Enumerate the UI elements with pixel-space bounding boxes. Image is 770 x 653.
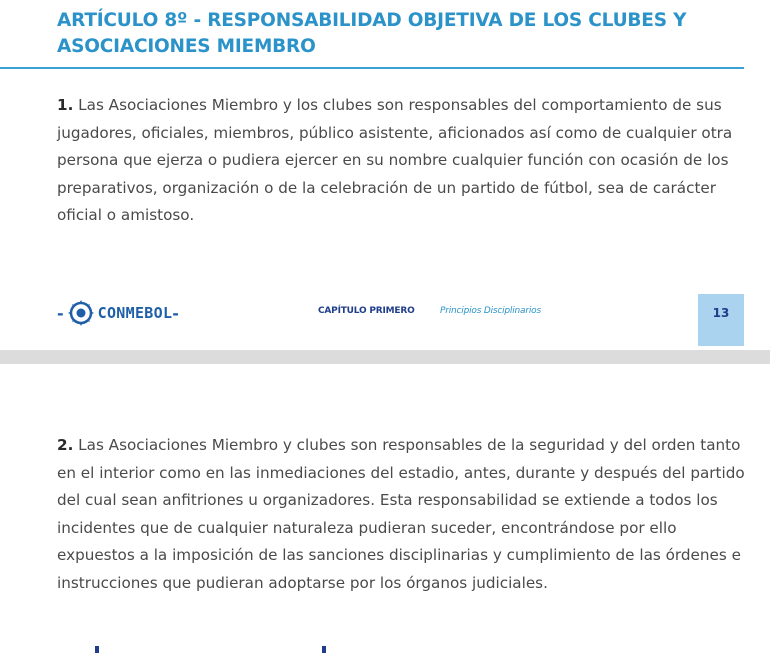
page-number: 13 <box>712 306 730 320</box>
paragraph-1 <box>57 92 747 230</box>
paragraph-2-number: 2. <box>57 436 74 454</box>
paragraph-1-number: 1. <box>57 96 74 114</box>
chapter-label: CAPÍTULO PRIMERO <box>318 306 415 316</box>
logo-dash-left: - <box>57 303 64 323</box>
conmebol-emblem-icon <box>66 298 96 328</box>
page-separator <box>0 350 770 364</box>
logo-dash-right: - <box>172 303 179 323</box>
article-title <box>57 8 747 60</box>
paragraph-1-text: Las Asociaciones Miembro y los clubes son responsables del comportamiento de sus jugadores, oficiales, miembros, público asistente, aficionados así como de cualquier otra persona que ejerza o pudiera ejercer en su nombre cualquier función con ocasión de los preparativos, organización o de la celebración de un partido de fútbol, sea de carácter oficial o amistoso. <box>57 96 733 224</box>
conmebol-wordmark: CONMEBOL <box>97 304 173 322</box>
conmebol-logo <box>57 298 179 328</box>
document-page-2 <box>0 364 770 653</box>
article-title-line-2: ASOCIACIONES MIEMBRO <box>57 36 316 57</box>
cropped-footer-mark <box>95 646 99 653</box>
paragraph-2 <box>57 432 747 597</box>
section-label: Principios Disciplinarios <box>440 306 541 316</box>
paragraph-2-text: Las Asociaciones Miembro y clubes son responsables de la seguridad y del orden tanto en el interior como en las inmediaciones del estadio, antes, durante y después del partido del cual sean anfitriones u organizadores. Esta responsabilidad se extiende a todos los incidentes que de cualquier naturaleza pudieran suceder, encontrándose por ello expuestos a la imposición de las sanciones disciplinarias y cumplimiento de las órdenes e instrucciones que pudieran adoptarse por los órganos judiciales. <box>57 436 745 592</box>
page-number-box <box>698 294 744 346</box>
title-divider <box>0 67 744 69</box>
article-title-line-1: ARTÍCULO 8º - RESPONSABILIDAD OBJETIVA DE LOS CLUBES Y <box>57 10 687 31</box>
cropped-footer-mark <box>322 646 326 653</box>
page-footer <box>0 290 770 350</box>
